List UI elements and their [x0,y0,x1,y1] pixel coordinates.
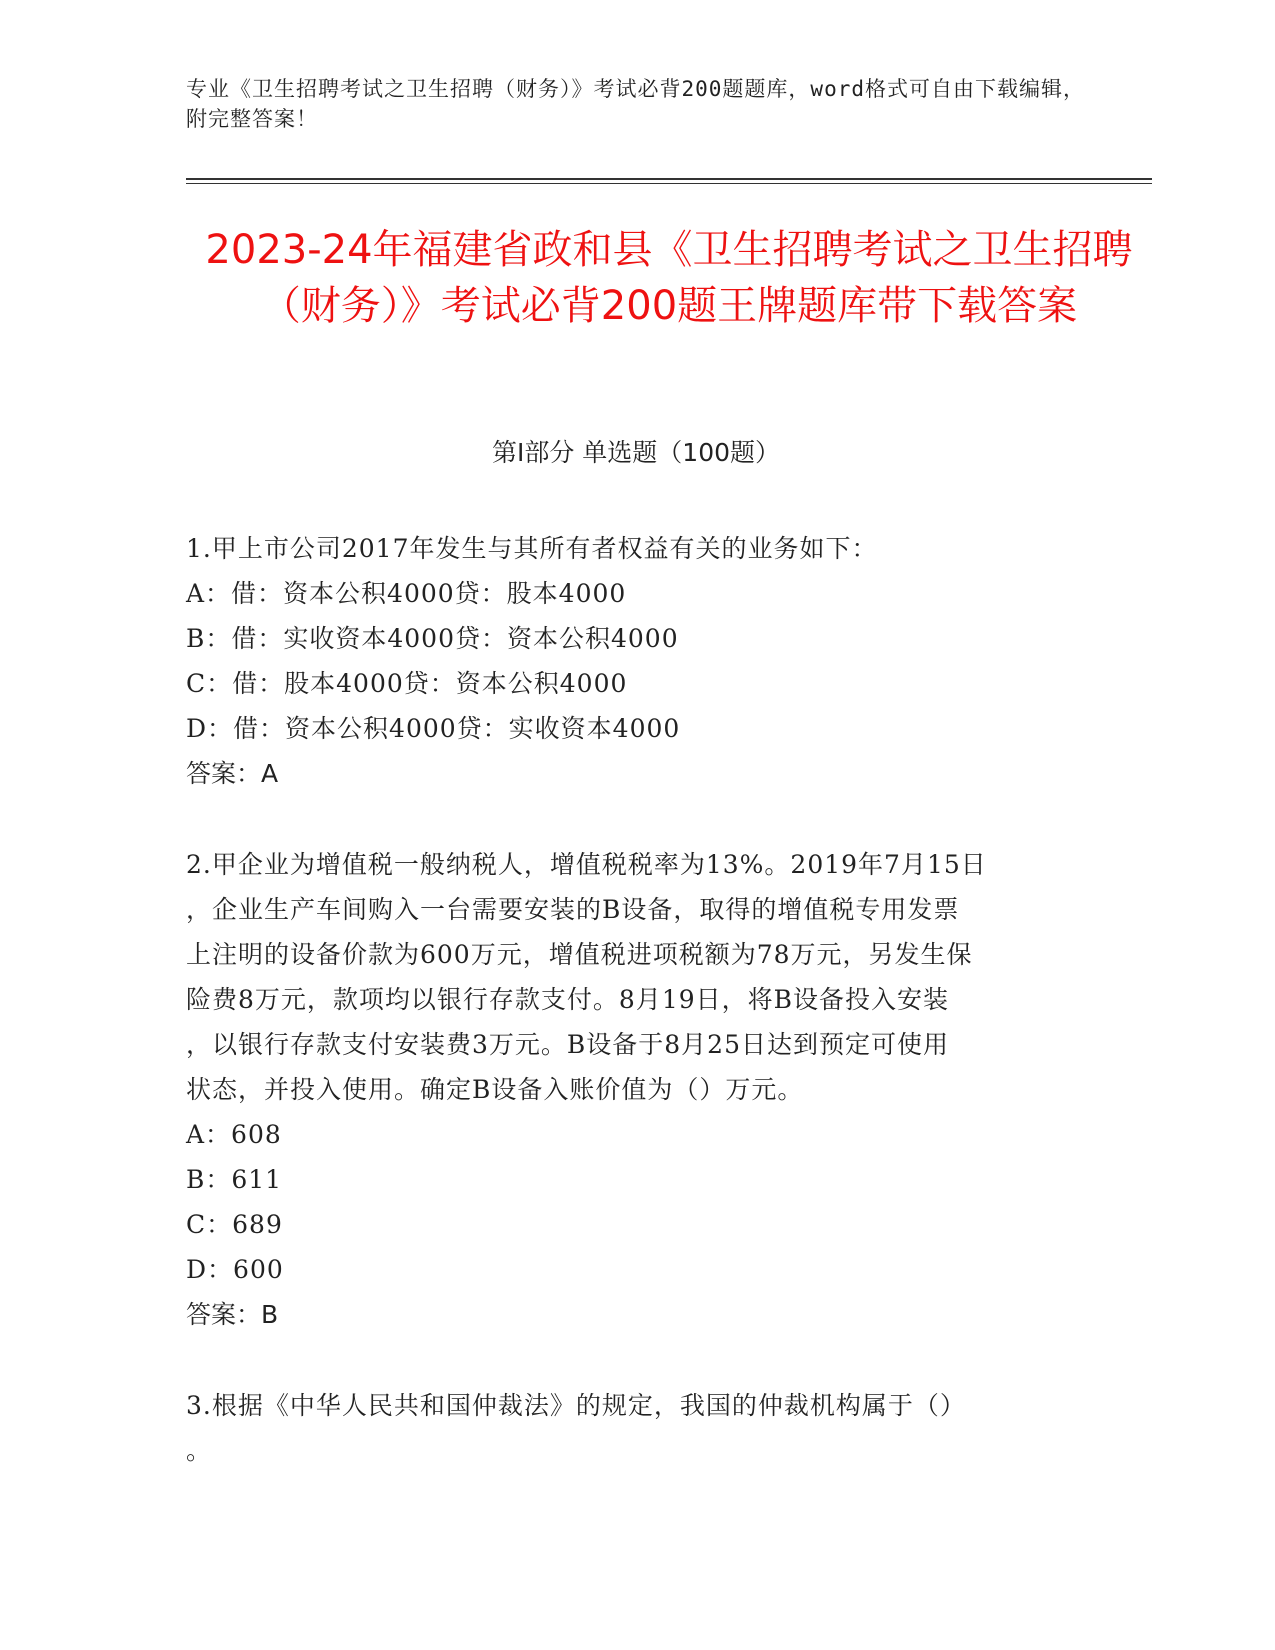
option-d: D：借：资本公积4000贷：实收资本4000 [186,714,681,743]
question-3 [186,1383,1086,1473]
answer: 答案：A [186,759,279,788]
header-divider-thick [186,178,1152,180]
option-b: B：611 [186,1165,283,1194]
option-a: A：608 [186,1120,282,1149]
question-stem: 1.甲上市公司2017年发生与其所有者权益有关的业务如下： [186,534,878,563]
option-d: D：600 [186,1255,284,1284]
answer: 答案：B [186,1300,279,1329]
option-c: C：借：股本4000贷：资本公积4000 [186,669,628,698]
option-c: C：689 [186,1210,283,1239]
question-stem: 3.根据《中华人民共和国仲裁法》的规定，我国的仲裁机构属于（） 。 [186,1391,966,1465]
document-title: 2023-24年福建省政和县《卫生招聘考试之卫生招聘（财务）》考试必背200题王牌题库带下载答案 [205,227,1133,329]
option-a: A：借：资本公积4000贷：股本4000 [186,579,627,608]
header-divider-thin [186,183,1152,184]
section-heading: 第I部分 单选题（100题） [491,438,781,467]
option-b: B：借：实收资本4000贷：资本公积4000 [186,624,679,653]
header-note: 专业《卫生招聘考试之卫生招聘（财务）》考试必背200题题库，word格式可自由下载编辑，附完整答案！ [186,77,1085,131]
question-1 [186,526,1086,796]
question-2 [186,842,1086,1337]
question-stem: 2.甲企业为增值税一般纳税人，增值税税率为13%。2019年7月15日 ，企业生产车间购入一台需要安装的B设备，取得的增值税专用发票 上注明的设备价款为600万元，增值税进项税额为78万元，另发生保 险费8万元，款项均以银行存款支付。8月19日，将B设备投入安装 ，以银行存款支付安装费3万元。B设备于8月25日达到预定可使用 状态，并投入使用。确定B设备入账价值为（）万元。 [186,850,987,1104]
